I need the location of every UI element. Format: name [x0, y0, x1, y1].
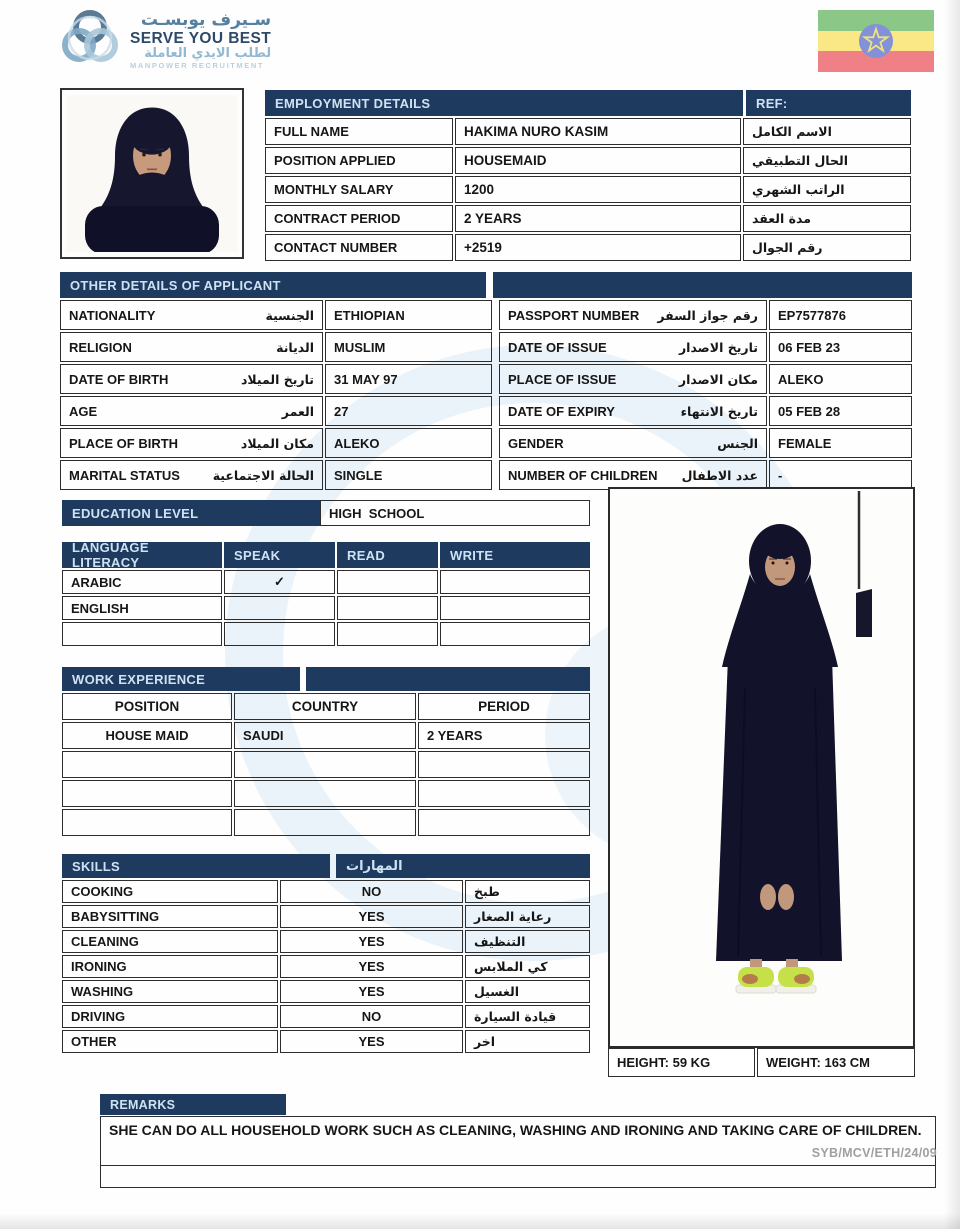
- period-header: PERIOD: [418, 693, 590, 720]
- remarks-empty-row: [100, 1166, 936, 1188]
- field-label: CONTRACT PERIOD: [265, 205, 453, 232]
- skill-row: [62, 955, 590, 978]
- field-arabic-label: رقم جواز السفر: [657, 307, 758, 323]
- logo-name: SERVE YOU BEST: [130, 29, 272, 47]
- country-value: [234, 751, 416, 778]
- other-details-section: [60, 272, 912, 490]
- field-label: NATIONALITY: [69, 307, 156, 323]
- field-label: DATE OF ISSUE: [508, 339, 607, 355]
- field-label: AGE: [69, 403, 98, 419]
- skill-value: NO: [280, 880, 463, 903]
- field-label: GENDER: [508, 435, 564, 451]
- weight-cell: WEIGHT: 163 CM: [757, 1048, 915, 1077]
- skill-row: [62, 980, 590, 1003]
- country-header: COUNTRY: [234, 693, 416, 720]
- employment-header: EMPLOYMENT DETAILS: [265, 90, 743, 116]
- other-details-header: OTHER DETAILS OF APPLICANT: [60, 272, 486, 298]
- work-experience-header-right: [306, 667, 590, 691]
- ethiopia-flag-icon: [818, 10, 934, 77]
- field-value: 06 FEB 23: [769, 332, 912, 362]
- skill-arabic-label: طبخ: [465, 880, 590, 903]
- read-header: READ: [337, 542, 438, 568]
- language-table: [62, 542, 590, 646]
- field-value: ETHIOPIAN: [325, 300, 492, 330]
- other-details-row: [60, 428, 912, 458]
- skill-arabic-label: رعاية الصغار: [465, 905, 590, 928]
- other-details-row: [60, 396, 912, 426]
- other-details-header-right: [493, 272, 912, 298]
- field-label: PASSPORT NUMBER: [508, 307, 640, 323]
- field-value: 05 FEB 28: [769, 396, 912, 426]
- field-label: RELIGION: [69, 339, 132, 355]
- field-value: 2 YEARS: [455, 205, 741, 232]
- work-experience-header: WORK EXPERIENCE: [62, 667, 300, 691]
- field-label: PLACE OF BIRTH: [69, 435, 179, 451]
- write-header: WRITE: [440, 542, 590, 568]
- field-arabic-label: رقم الجوال: [743, 234, 911, 261]
- other-details-row: [60, 332, 912, 362]
- employment-table: [265, 90, 911, 261]
- field-arabic-label: تاريخ الميلاد: [240, 371, 314, 387]
- language-row: [62, 570, 590, 594]
- language-header: LANGUAGE LITERACY: [62, 542, 222, 568]
- field-label: NUMBER OF CHILDREN: [508, 467, 658, 483]
- skills-table: [62, 854, 590, 1053]
- skill-row: [62, 930, 590, 953]
- write-value: [440, 570, 590, 594]
- page-edge-bottom: [0, 1213, 960, 1229]
- education-value: HIGH SCHOOL: [320, 500, 590, 526]
- period-value: [418, 780, 590, 807]
- employment-row: [265, 147, 911, 174]
- skill-name: WASHING: [62, 980, 278, 1003]
- logo-tagline: MANPOWER RECRUITMENT: [130, 60, 265, 70]
- other-details-row: [60, 364, 912, 394]
- field-value: EP7577876: [769, 300, 912, 330]
- work-experience-row: [62, 809, 590, 836]
- employment-row: [265, 234, 911, 261]
- field-value: HAKIMA NURO KASIM: [455, 118, 741, 145]
- field-arabic-label: تاريخ الاصدار: [678, 339, 758, 355]
- field-arabic-label: مدة العقد: [743, 205, 911, 232]
- position-value: HOUSE MAID: [62, 722, 232, 749]
- speak-header: SPEAK: [224, 542, 335, 568]
- applicant-figure: [610, 489, 913, 1046]
- skill-arabic-label: الغسيل: [465, 980, 590, 1003]
- logo-arabic-tagline: لطلب الايدي العاملة: [144, 46, 272, 62]
- skill-name: IRONING: [62, 955, 278, 978]
- other-details-row: [60, 460, 912, 490]
- field-value: ALEKO: [769, 364, 912, 394]
- field-value: MUSLIM: [325, 332, 492, 362]
- period-value: 2 YEARS: [418, 722, 590, 749]
- country-value: [234, 809, 416, 836]
- field-label: CONTACT NUMBER: [265, 234, 453, 261]
- page-edge-right: [944, 0, 960, 1229]
- skill-arabic-label: كي الملابس: [465, 955, 590, 978]
- skills-header-arabic: المهارات: [336, 854, 590, 878]
- education-label-band: EDUCATION LEVEL: [62, 500, 320, 526]
- field-arabic-label: الديانة: [276, 339, 314, 355]
- read-value: [337, 596, 438, 620]
- field-label: FULL NAME: [265, 118, 453, 145]
- field-value: -: [769, 460, 912, 490]
- skill-row: [62, 1005, 590, 1028]
- portrait-photo: [60, 88, 244, 259]
- skill-name: DRIVING: [62, 1005, 278, 1028]
- portrait-figure: [67, 95, 237, 252]
- field-value: 1200: [455, 176, 741, 203]
- field-value: SINGLE: [325, 460, 492, 490]
- skill-name: OTHER: [62, 1030, 278, 1053]
- work-experience-row: [62, 751, 590, 778]
- country-value: [234, 780, 416, 807]
- field-label: PLACE OF ISSUE: [508, 371, 617, 387]
- position-value: [62, 751, 232, 778]
- skill-arabic-label: اخر: [465, 1030, 590, 1053]
- speak-checkmark: ✓: [224, 570, 335, 594]
- ref-code-watermark: SYB/MCV/ETH/24/09: [811, 1146, 937, 1160]
- field-value: HOUSEMAID: [455, 147, 741, 174]
- employment-row: [265, 118, 911, 145]
- field-arabic-label: الحال التطبيقي: [743, 147, 911, 174]
- field-arabic-label: مكان الاصدار: [678, 371, 758, 387]
- language-row: [62, 596, 590, 620]
- field-value: ALEKO: [325, 428, 492, 458]
- position-value: [62, 809, 232, 836]
- field-arabic-label: تاريخ الانتهاء: [680, 403, 758, 419]
- read-value: [337, 622, 438, 646]
- field-arabic-label: الجنس: [717, 435, 758, 451]
- skill-value: YES: [280, 905, 463, 928]
- skill-row: [62, 880, 590, 903]
- logo-arabic-name: سـيرف يوبسـت: [140, 9, 272, 30]
- skill-row: [62, 1030, 590, 1053]
- skill-row: [62, 905, 590, 928]
- position-header: POSITION: [62, 693, 232, 720]
- field-value: FEMALE: [769, 428, 912, 458]
- speak-value: [224, 596, 335, 620]
- language-name: ENGLISH: [62, 596, 222, 620]
- skill-name: COOKING: [62, 880, 278, 903]
- field-arabic-label: العمر: [281, 403, 314, 419]
- physical-row: [608, 1048, 915, 1077]
- field-label: DATE OF EXPIRY: [508, 403, 615, 419]
- field-label: MONTHLY SALARY: [265, 176, 453, 203]
- read-value: [337, 570, 438, 594]
- field-value: 31 MAY 97: [325, 364, 492, 394]
- language-name: ARABIC: [62, 570, 222, 594]
- education-row: [62, 500, 590, 526]
- language-name: [62, 622, 222, 646]
- agency-logo: [58, 6, 271, 75]
- remarks-header: REMARKS: [100, 1094, 286, 1115]
- field-arabic-label: الاسم الكامل: [743, 118, 911, 145]
- field-arabic-label: الحالة الاجتماعية: [212, 467, 314, 483]
- country-value: SAUDI: [234, 722, 416, 749]
- skill-value: YES: [280, 1030, 463, 1053]
- skill-arabic-label: قيادة السيارة: [465, 1005, 590, 1028]
- skill-value: NO: [280, 1005, 463, 1028]
- field-label: POSITION APPLIED: [265, 147, 453, 174]
- height-cell: HEIGHT: 59 KG: [608, 1048, 755, 1077]
- period-value: [418, 809, 590, 836]
- ref-header: REF:: [746, 90, 911, 116]
- work-experience-row: [62, 722, 590, 749]
- logo-knot-icon: [58, 6, 122, 75]
- field-value: 27: [325, 396, 492, 426]
- employment-row: [265, 176, 911, 203]
- skill-value: YES: [280, 955, 463, 978]
- speak-value: [224, 622, 335, 646]
- field-arabic-label: مكان الميلاد: [240, 435, 314, 451]
- skill-name: BABYSITTING: [62, 905, 278, 928]
- employment-row: [265, 205, 911, 232]
- write-value: [440, 596, 590, 620]
- write-value: [440, 622, 590, 646]
- applicant-photo: [608, 487, 915, 1048]
- skill-arabic-label: التنظيف: [465, 930, 590, 953]
- remarks-text: SHE CAN DO ALL HOUSEHOLD WORK SUCH AS CLEANING, WASHING AND IRONING AND TAKING CARE OF CHILDREN.: [100, 1116, 936, 1166]
- field-label: DATE OF BIRTH: [69, 371, 169, 387]
- period-value: [418, 751, 590, 778]
- language-row: [62, 622, 590, 646]
- field-arabic-label: الجنسية: [265, 307, 314, 323]
- field-value: +2519: [455, 234, 741, 261]
- remarks-section: [100, 1094, 936, 1188]
- skills-header: SKILLS: [62, 854, 330, 878]
- skill-value: YES: [280, 930, 463, 953]
- position-value: [62, 780, 232, 807]
- field-arabic-label: الراتب الشهري: [743, 176, 911, 203]
- field-arabic-label: عدد الاطفال: [681, 467, 758, 483]
- other-details-row: [60, 300, 912, 330]
- field-label: MARITAL STATUS: [69, 467, 180, 483]
- work-experience-table: [62, 667, 590, 836]
- work-experience-row: [62, 780, 590, 807]
- skill-name: CLEANING: [62, 930, 278, 953]
- skill-value: YES: [280, 980, 463, 1003]
